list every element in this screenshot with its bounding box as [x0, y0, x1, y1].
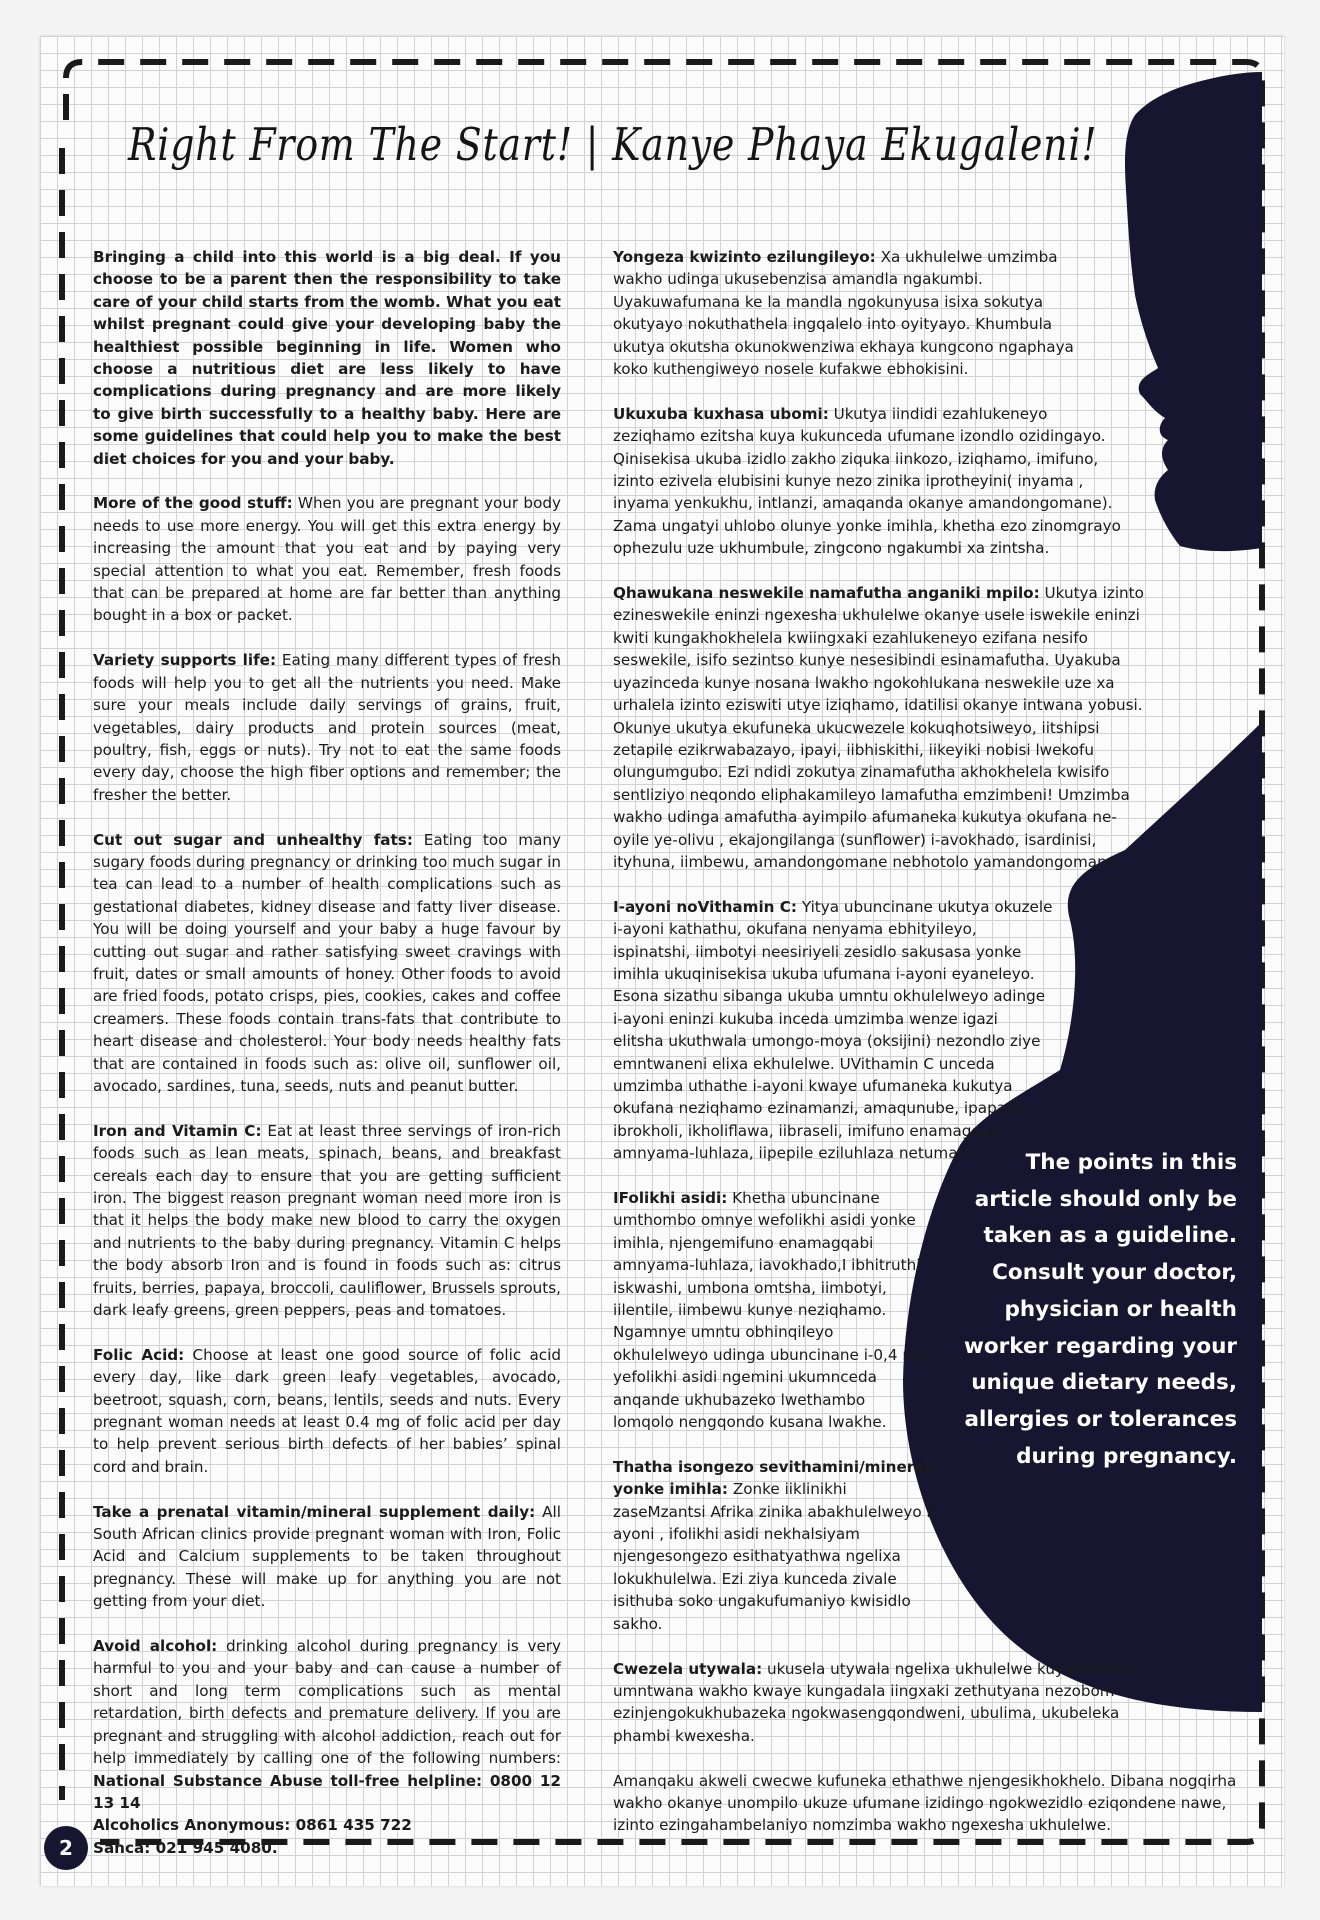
page-title: Right From The Start! | Kanye Phaya Ekugaleni!: [128, 118, 1098, 171]
section-more-good-stuff: [93, 492, 561, 626]
section-body: ukusela utywala ngelixa ukhulelwe kuyamlimaza umntwana wakho kwaye kungadala iingxaki zethutyana nezobom ezinjengokukhubazeka ngokwasengqondweni, ubulima, ukubeleka phambi kwexesha.: [613, 1659, 1138, 1745]
intro-paragraph: Bringing a child into this world is a big deal. If you choose to be a parent then the responsibility to take care of your child starts from the womb. What you eat whilst pregnant could give your developing baby the healthiest possible beginning in life. Women who choose a nutritious diet are less likely to have complications during pregnancy and are more likely to give birth successfully to a healthy baby. Here are some guidelines that could help you to make the best diet choices for you and your baby.: [93, 248, 561, 468]
section-body: Eating too many sugary foods during pregnancy or drinking too much sugar in tea can lead to a number of health complications such as gestational diabetes, kidney disease and fatty liver disease. You will be doing yourself and your baby a huge favour by cutting out sugar and rather satisfying sweet cravings with fruit, dates or small amounts of honey. Other foods to avoid are fried foods, potato crisps, pies, cookies, cakes and coffee creamers. These foods contain trans-fats that contribute to heart disease and cholesterol. Your body needs healthy fats that are contained in foods such as: olive oil, sunflower oil, avocado, sardines, tuna, seeds, nuts and peanut butter.: [93, 830, 561, 1095]
section-body: Yitya ubuncinane ukutya okuzele i-ayoni kathathu, okufana nenyama ebhityileyo, ispinatshi, iimbotyi neesiriyeli zesidlo sakusasa yonke imihla ukuqinisekisa ukuba ufumana i-ayoni eyaneleyo. Esona sizathu sibanga ukuba umntu okhulelweyo adinge i-ayoni eninzi kukuba inceda umzimba wenze igazi elitsha ukuthwala umongo-moya (oksijini) nezondlo ziye emntwaneni elixa ekhulelwe. UVithamin C unceda umzimba uthathe i-ayoni kwaye ufumaneka kukutya okufana neziqhamo ezinamanzi, amaqunube, ipapaya, ibrokholi, ikholiflawa, iibraseli, imifuno enamagqabi amnyama-luhlaza, iipepile eziluhlaza netumato.: [613, 897, 1053, 1163]
xhosa-section-folikhi: [613, 1187, 928, 1433]
section-variety: [93, 649, 561, 806]
section-heading: Thatha isongezo sevithamini/minerali yonke imihla:: [613, 1457, 935, 1499]
section-body: Ukutya izinto ezineswekile eninzi ngexesha ukhulelwe okanye usele iswekile eninzi kwiti kungakhokhelela kwiingxaki ezahlukeneyo ezifana nesifo seswekile, isifo sezintso kunye nesesibindi esinamafutha. Uyakuba uyazinceda kunye nosana lwakho ngokohlukana neswekile uze xa urhalela izinto eziswiti utye iziqhamo, idatilisi okanye intwana yobusi. Okunye ukutya ekufuneka ukucwezele kokuqhotsiweyo, iitshipsi zetapile ezikrwabazayo, ipayi, iibhiskithi, iikeyiki nobisi lwekofu olungumgubo. Ezi ndidi zokutya zinamafutha akhokhelela kwisifo sentliziyo neqondo eliphakamileyo lamafutha emzimbeni! Umzimba wakho udinga amafutha ayimpilo afumaneka kukutya okufana ne-oyile ye-olivu , ekajongilanga (sunflower) i-avokhado, isardinisi, ityhuna, iimbewu, amandongomane nebhotolo yamandongomane.: [613, 584, 1144, 871]
section-heading: More of the good stuff:: [93, 494, 293, 513]
section-body: Choose at least one good source of folic acid every day, like dark green leafy vegetables, avocado, beetroot, squash, corn, beans, lentils, seeds and nuts. Every pregnant woman needs at least 0.4 mg of folic acid per day to help prevent serious birth defects of her babies’ spinal cord and brain.: [93, 1345, 561, 1476]
guideline-callout: The points in this article should only be taken as a guideline. Consult your doctor, physician or health worker regarding your unique dietary needs, allergies or tolerances during pregnancy.: [964, 1150, 1237, 1469]
xhosa-section-cwezela: [613, 1658, 1138, 1748]
xhosa-section-qhawukana: [613, 582, 1148, 873]
section-heading: Take a prenatal vitamin/mineral supplement daily:: [93, 1502, 536, 1521]
xhosa-closing-note: Amanqaku akweli cwecwe kufuneka ethathwe njengesikhokhelo. Dibana nogqirha wakho okanye unompilo ukuze ufumane izidingo ngokwezidlo eziqondene nawe, izinto ezingahambelaniyo nomzimba wakho ngexesha ukhulelwe.: [613, 1771, 1237, 1835]
section-heading: Qhawukana neswekile namafutha anganiki mpilo:: [613, 584, 1040, 603]
xhosa-section-ayoni: [613, 896, 1053, 1165]
section-heading: Yongeza kwizinto ezilungileyo:: [613, 248, 876, 266]
section-iron-vitamin-c: [93, 1120, 561, 1322]
section-body: When you are pregnant your body needs to use more energy. You will get this extra energy by increasing the amount that you eat and by paying very special attention to what you eat. Remember, fresh foods that can be prepared at home are far better than anything bought in a box or packet.: [93, 494, 561, 625]
section-body: Eating many different types of fresh foods will help you to get all the nutrients you need. Make sure your meals include daily servings of grains, fruit, vegetables, dairy products and protein sources (meat, poultry, fish, eggs or nuts). Try not to eat the same foods every day, choose the high fiber options and remember; the fresher the better.: [93, 651, 561, 804]
english-column: [93, 246, 561, 1882]
helpline-national: National Substance Abuse toll-free helpline: 0800 12 13 14: [93, 1771, 561, 1812]
xhosa-section-thatha: [613, 1456, 943, 1635]
section-body: Khetha ubuncinane umthombo omnye wefolikhi asidi yonke imihla, njengemifuno enamagqabi amnyama-luhlaza, iavokhado,I ibhitruthi, iskwashi, umbona omtsha, iimbotyi, iilentile, iimbewu kunye neziqhamo. Ngamnye umntu obhinqileyo okhulelweyo udinga ubuncinane i-0,4 mg yefolikhi asidi ngemini ukumnceda anqande ukhubazeko lwethambo lomqolo nengqondo kusana lwakhe.: [613, 1189, 927, 1432]
section-sugar-fats: [93, 829, 561, 1098]
section-body: Zonke iiklinikhi zaseMzantsi Afrika zinika abakhulelweyo i-ayoni , ifolikhi asidi nekhalsiyam njengesongezo esithatyathwa ngelixa lokukhulelwa. Ezi ziya kunceda zivale isithuba soko ungakufumaniyo kwisidlo sakho.: [613, 1480, 937, 1633]
xhosa-section-yongeza: [613, 246, 1088, 380]
section-heading: Cut out sugar and unhealthy fats:: [93, 830, 413, 849]
section-heading: Iron and Vitamin C:: [93, 1121, 262, 1140]
section-heading: I-ayoni noVithamin C:: [613, 897, 797, 916]
section-supplement: [93, 1501, 561, 1613]
section-folic-acid: [93, 1344, 561, 1478]
page-number: 2: [44, 1826, 88, 1870]
section-heading: Cwezela utywala:: [613, 1659, 763, 1678]
xhosa-column: [613, 246, 1238, 1859]
section-heading: Variety supports life:: [93, 651, 277, 670]
section-alcohol: [93, 1635, 561, 1859]
section-body: Xa ukhulelwe umzimba wakho udinga ukusebenzisa amandla ngakumbi. Uyakuwafumana ke la mandla ngokunyusa isixa sokutya okutyayo nokuthathela ingqalelo into oyityayo. Khumbula ukutya okutsha okunokwenziwa ekhaya kungcono ngaphaya koko kuthengiweyo nosele kufakwe ebhokisini.: [613, 248, 1074, 379]
helpline-sanca: Sanca: 021 945 4080.: [93, 1838, 278, 1857]
section-body: Ukutya iindidi ezahlukeneyo zeziqhamo ezitsha kuya kukunceda ufumane izondlo ozidingayo. Qinisekisa ukuba izidlo zakho ziquka iinkozo, iziqhamo, imifuno, izinto ezivela elubisini kunye nezo zinika iprotheyini( inyama , inyama yenkukhu, intlanzi, amaqanda okanye amandongomane). Zama ungatyi uhlobo olunye yonke imihla, khetha ezo zinomgrayo ophezulu uze ukhumbule, zingcono ngakumbi xa zintsha.: [613, 404, 1121, 558]
helpline-aa: Alcoholics Anonymous: 0861 435 722: [93, 1816, 412, 1835]
section-body: Eat at least three servings of iron-rich foods such as lean meats, spinach, beans, and breakfast cereals each day to ensure that you are getting sufficient iron. The biggest reason pregnant woman need more iron is that it helps the body make new blood to carry the oxygen and nutrients to the baby during pregnancy. Vitamin C helps the body absorb Iron and is found in foods such as: citrus fruits, berries, papaya, broccoli, cauliflower, Brussels sprouts, dark leafy greens, green peppers, peas and tomatoes.: [93, 1121, 562, 1320]
section-body: All South African clinics provide pregnant woman with Iron, Folic Acid and Calcium supplements to be taken throughout pregnancy. These will make up for anything you are not getting from your diet.: [93, 1502, 561, 1611]
section-heading: IFolikhi asidi:: [613, 1189, 728, 1207]
xhosa-section-ukuxuba: [613, 403, 1133, 560]
section-heading: Folic Acid:: [93, 1345, 185, 1364]
section-body: drinking alcohol during pregnancy is very harmful to you and your baby and can cause a number of short and long term complications such as mental retardation, birth defects and premature delivery. If you are pregnant and struggling with alcohol addiction, reach out for help immediately by calling one of the following numbers:: [93, 1637, 562, 1768]
section-heading: Avoid alcohol:: [93, 1637, 218, 1656]
section-heading: Ukuxuba kuxhasa ubomi:: [613, 404, 829, 423]
